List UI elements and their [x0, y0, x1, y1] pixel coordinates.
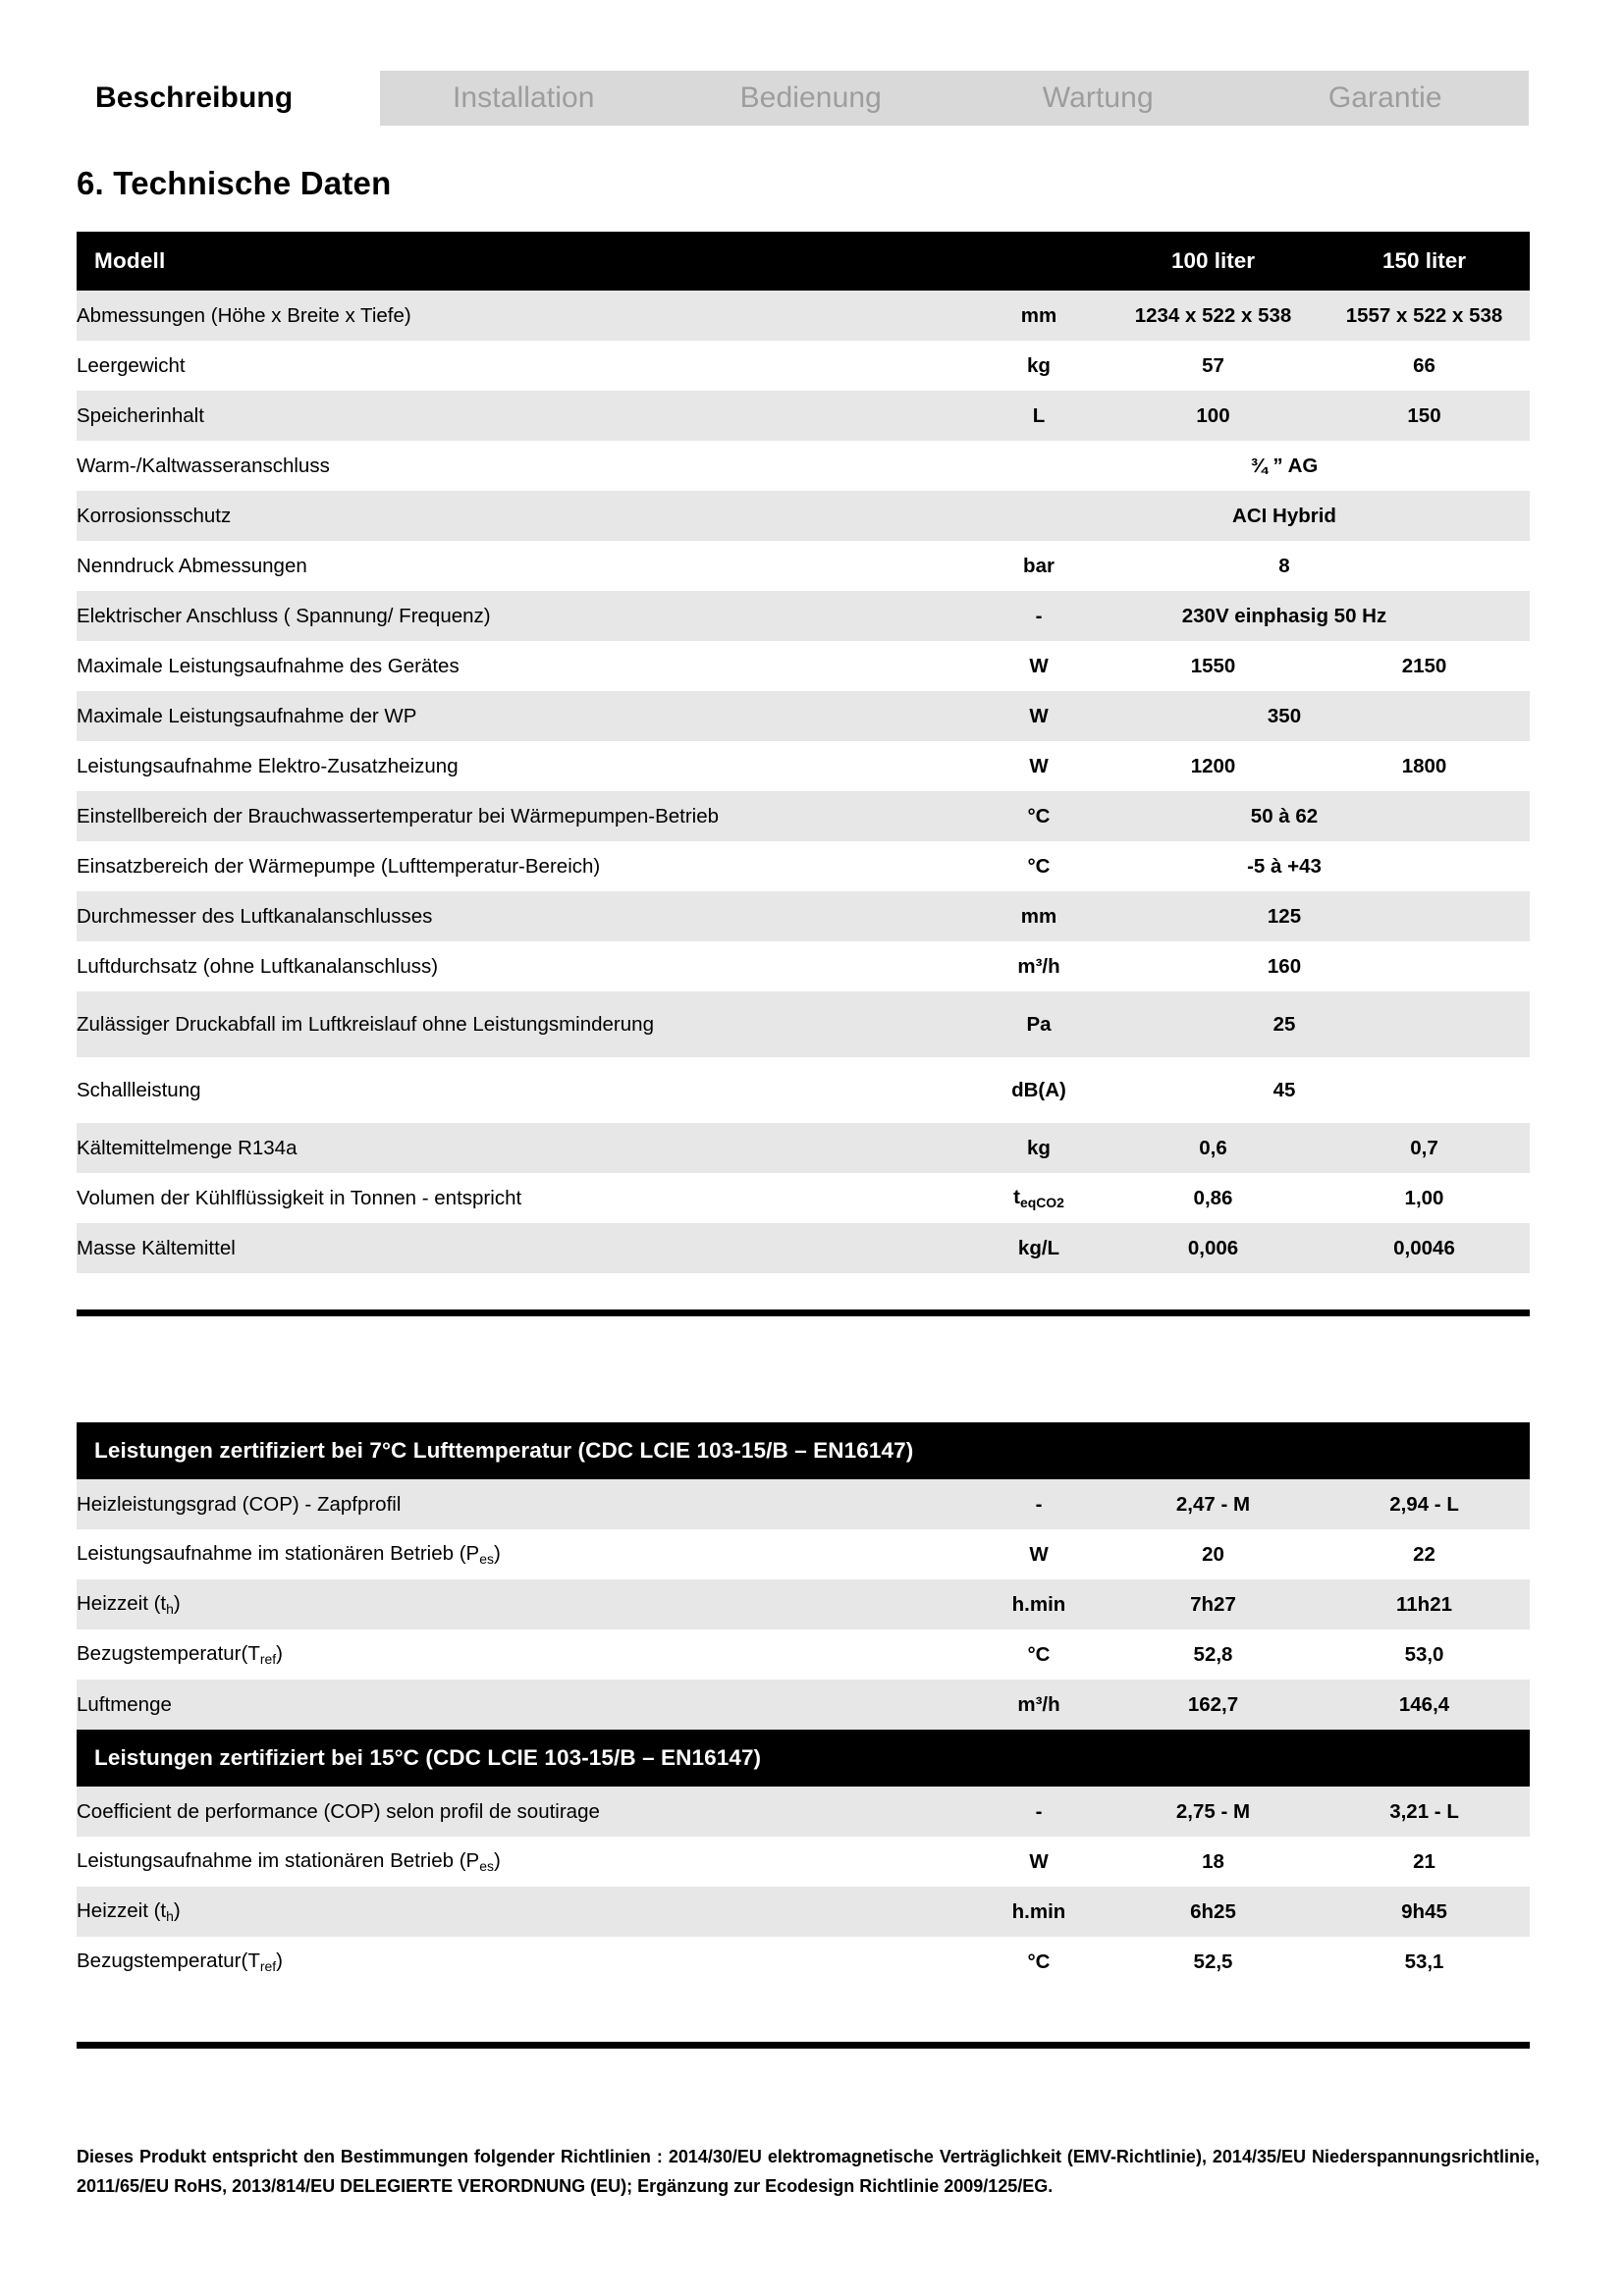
row-value-150liter: 1557 x 522 x 538	[1345, 303, 1503, 327]
row-label: Leistungsaufnahme im stationären Betrieb $(P_{es})$	[77, 1849, 501, 1874]
tab-label: Bedienung	[739, 81, 882, 114]
row-label: Zulässiger Druckabfall im Luftkreislauf ohne Leistungsminderung	[77, 1012, 654, 1036]
table-row	[77, 1629, 1530, 1680]
tab-installation[interactable]	[380, 71, 668, 126]
row-label: Heizzeit $(t_h)$	[77, 1592, 181, 1617]
table-row	[77, 891, 1530, 941]
table-row	[77, 541, 1530, 591]
table-row	[77, 1173, 1530, 1223]
row-label: Durchmesser des Luftkanalanschlusses	[77, 904, 433, 928]
row-value-100liter: 2,47 - M	[1175, 1492, 1251, 1516]
row-unit: W	[1029, 1849, 1049, 1873]
tab-label: Installation	[452, 81, 595, 114]
table-row	[77, 441, 1530, 491]
table-row	[77, 691, 1530, 741]
row-value-150liter: 1,00	[1404, 1186, 1444, 1209]
band-title: Leistungen zertifiziert bei 15°C (CDC LCIE 103-15/B – EN16147)	[94, 1745, 762, 1770]
row-value-merged: 50 à 62	[1250, 804, 1319, 828]
row-label: Korrosionsschutz	[77, 504, 232, 527]
table-row	[77, 1887, 1530, 1937]
table-row	[77, 1787, 1530, 1837]
table-row	[77, 1579, 1530, 1629]
table-row	[77, 991, 1530, 1057]
row-value-150liter: 66	[1413, 353, 1435, 377]
row-unit: $t_{eqCO2}$	[1013, 1186, 1064, 1210]
technical-data-table	[77, 232, 1530, 1273]
row-unit: bar	[1023, 554, 1055, 577]
tab-bedienung[interactable]	[668, 71, 955, 126]
row-unit: m³/h	[1017, 954, 1060, 978]
table-row	[77, 841, 1530, 891]
row-value-150liter: 11h21	[1396, 1592, 1453, 1616]
row-value-150liter: 21	[1413, 1849, 1435, 1873]
row-value-150liter: 150	[1407, 403, 1441, 427]
tab-beschreibung[interactable]	[95, 71, 380, 126]
row-label: Warm-/Kaltwasseranschluss	[77, 454, 330, 477]
table-row	[77, 1123, 1530, 1173]
row-label: Leistungsaufnahme Elektro-Zusatzheizung	[77, 754, 459, 777]
page-title: 6. Technische Daten	[77, 165, 392, 201]
row-value-150liter: 146,4	[1398, 1692, 1450, 1716]
row-value-merged: 25	[1272, 1012, 1296, 1036]
row-label: Leistungsaufnahme im stationären Betrieb $(P_{es})$	[77, 1542, 501, 1567]
tab-bar	[95, 71, 1529, 126]
row-label: Heizzeit $(t_h)$	[77, 1899, 181, 1924]
tab-wartung[interactable]	[954, 71, 1242, 126]
row-value-merged: 45	[1272, 1078, 1296, 1101]
row-unit: °C	[1027, 804, 1051, 828]
row-value-100liter: 52,8	[1193, 1642, 1233, 1666]
table-row	[77, 391, 1530, 441]
row-value-100liter: 0,6	[1199, 1136, 1227, 1159]
row-value-100liter: 2,75 - M	[1175, 1799, 1251, 1823]
table-row	[77, 341, 1530, 391]
row-label: Heizleistungsgrad (COP) - Zapfprofil	[77, 1492, 402, 1516]
row-value-merged: 160	[1267, 954, 1302, 978]
row-unit: W	[1029, 754, 1049, 777]
row-unit: kg	[1027, 353, 1051, 377]
column-header-150liter: 150 liter	[1381, 248, 1467, 273]
row-value-150liter: 2,94 - L	[1389, 1492, 1459, 1516]
table-row	[77, 741, 1530, 791]
row-value-100liter: 100	[1196, 403, 1230, 427]
row-value-merged: 125	[1267, 904, 1302, 928]
row-value-100liter: 20	[1202, 1542, 1224, 1566]
row-label: Einsatzbereich der Wärmepumpe (Lufttemperatur-Bereich)	[77, 854, 601, 878]
row-value-merged: 230V einphasig 50 Hz	[1181, 604, 1387, 627]
tab-label: Wartung	[1042, 81, 1154, 114]
column-header-model: Modell	[94, 248, 166, 273]
row-unit: W	[1029, 1542, 1049, 1566]
row-value-merged: 8	[1278, 554, 1290, 577]
section-header-7c	[77, 1422, 1530, 1479]
row-label: $Bezugstemperatur(T_{ref})$	[77, 1642, 283, 1667]
row-value-100liter: 7h27	[1190, 1592, 1236, 1616]
compliance-text: Dieses Produkt entspricht den Bestimmungen folgender Richtlinien : 2014/30/EU elektromagnetische Verträglichkeit (EMV-Richtlinie), 2014/35/EU Niederspannungsrichtlinie, 2011/65/EU RoHS, 2013/814/EU DELEGIERTE VERORDNUNG (EU); Ergänzung zur Ecodesign Richtlinie 2009/125/EG.	[77, 2147, 1540, 2196]
row-unit: mm	[1020, 303, 1057, 327]
table-row	[77, 641, 1530, 691]
row-unit: -	[1035, 604, 1043, 627]
row-label: Coefficient de performance (COP) selon profil de soutirage	[77, 1799, 600, 1823]
row-value-100liter: 57	[1202, 353, 1224, 377]
row-value-100liter: 162,7	[1187, 1692, 1239, 1716]
table-row	[77, 1837, 1530, 1887]
row-label: Leergewicht	[77, 353, 186, 377]
row-unit: kg	[1027, 1136, 1051, 1159]
row-value-100liter: 1200	[1190, 754, 1236, 777]
performance-table-bottom-rule	[77, 2042, 1530, 2049]
performance-data-table	[77, 1422, 1530, 1987]
tab-label: Beschreibung	[95, 81, 294, 114]
row-value-150liter: 0,7	[1410, 1136, 1438, 1159]
table-row	[77, 1680, 1530, 1730]
row-unit: m³/h	[1017, 1692, 1060, 1716]
compliance-footer	[77, 2143, 1540, 2201]
row-value-100liter: 0,86	[1193, 1186, 1233, 1209]
column-header-unit	[970, 232, 1108, 291]
tab-garantie[interactable]	[1242, 71, 1530, 126]
row-label: Maximale Leistungsaufnahme des Gerätes	[77, 654, 460, 677]
band-title: Leistungen zertifiziert bei 7°C Lufttemperatur (CDC LCIE 103-15/B – EN16147)	[94, 1438, 914, 1463]
row-label: Speicherinhalt	[77, 403, 204, 427]
row-value-150liter: 22	[1413, 1542, 1435, 1566]
row-label: Elektrischer Anschluss ( Spannung/ Frequenz)	[77, 604, 491, 627]
row-unit: dB(A)	[1011, 1078, 1066, 1101]
table-row	[77, 1479, 1530, 1529]
row-unit: -	[1035, 1799, 1043, 1823]
table-row	[77, 1223, 1530, 1273]
row-unit: h.min	[1011, 1899, 1066, 1923]
table-bottom-rule	[77, 1309, 1530, 1316]
table-header-row	[77, 232, 1530, 291]
row-value-100liter: 6h25	[1190, 1899, 1236, 1923]
row-unit: kg/L	[1017, 1236, 1060, 1259]
table-row	[77, 1057, 1530, 1123]
row-unit	[970, 441, 1108, 491]
table-row	[77, 1937, 1530, 1987]
row-unit: Pa	[1026, 1012, 1052, 1036]
row-value-150liter: 0,0046	[1393, 1236, 1455, 1259]
row-label: Masse Kältemittel	[77, 1236, 236, 1259]
column-header-100liter: 100 liter	[1170, 248, 1256, 273]
row-value-150liter: 53,1	[1404, 1949, 1444, 1973]
row-value-150liter: 3,21 - L	[1389, 1799, 1459, 1823]
row-value-100liter: 0,006	[1187, 1236, 1239, 1259]
table-row	[77, 291, 1530, 341]
row-value-100liter: 1234 x 522 x 538	[1134, 303, 1292, 327]
row-value-merged: ACI Hybrid	[1232, 504, 1336, 527]
row-label: Luftdurchsatz (ohne Luftkanalanschluss)	[77, 954, 439, 978]
row-unit: °C	[1027, 854, 1051, 878]
row-unit: W	[1029, 654, 1049, 677]
row-value-150liter: 9h45	[1401, 1899, 1447, 1923]
row-value-merged: 350	[1267, 704, 1302, 727]
table-row	[77, 791, 1530, 841]
row-value-100liter: 52,5	[1193, 1949, 1233, 1973]
row-unit	[970, 491, 1108, 541]
table-row	[77, 491, 1530, 541]
row-unit: L	[1032, 403, 1046, 427]
row-label: Einstellbereich der Brauchwassertemperatur bei Wärmepumpen-Betrieb	[77, 804, 720, 828]
table-row	[77, 941, 1530, 991]
row-label: Abmessungen (Höhe x Breite x Tiefe)	[77, 303, 411, 327]
row-value-150liter: 2150	[1401, 654, 1447, 677]
row-unit: °C	[1027, 1949, 1051, 1973]
row-unit: h.min	[1011, 1592, 1066, 1616]
tab-label: Garantie	[1327, 81, 1442, 114]
row-unit: W	[1029, 704, 1049, 727]
row-value-150liter: 53,0	[1404, 1642, 1444, 1666]
row-value-100liter: 18	[1202, 1849, 1224, 1873]
row-label: Schallleistung	[77, 1078, 201, 1101]
table-row	[77, 1529, 1530, 1579]
row-value-100liter: 1550	[1190, 654, 1236, 677]
row-label: Nenndruck Abmessungen	[77, 554, 307, 577]
section-header-15c	[77, 1730, 1530, 1787]
row-label: Kältemittelmenge R134a	[77, 1136, 298, 1159]
row-unit: -	[1035, 1492, 1043, 1516]
row-label: Luftmenge	[77, 1692, 172, 1716]
row-unit: mm	[1020, 904, 1057, 928]
row-label: Volumen der Kühlflüssigkeit in Tonnen - entspricht	[77, 1186, 522, 1209]
row-label: Maximale Leistungsaufnahme der WP	[77, 704, 417, 727]
row-label: $Bezugstemperatur(T_{ref})$	[77, 1949, 283, 1974]
row-value-merged: ¾ ” AG	[1250, 454, 1319, 477]
row-value-150liter: 1800	[1401, 754, 1447, 777]
row-unit: °C	[1027, 1642, 1051, 1666]
row-value-merged: -5 à +43	[1247, 854, 1322, 878]
table-row	[77, 591, 1530, 641]
